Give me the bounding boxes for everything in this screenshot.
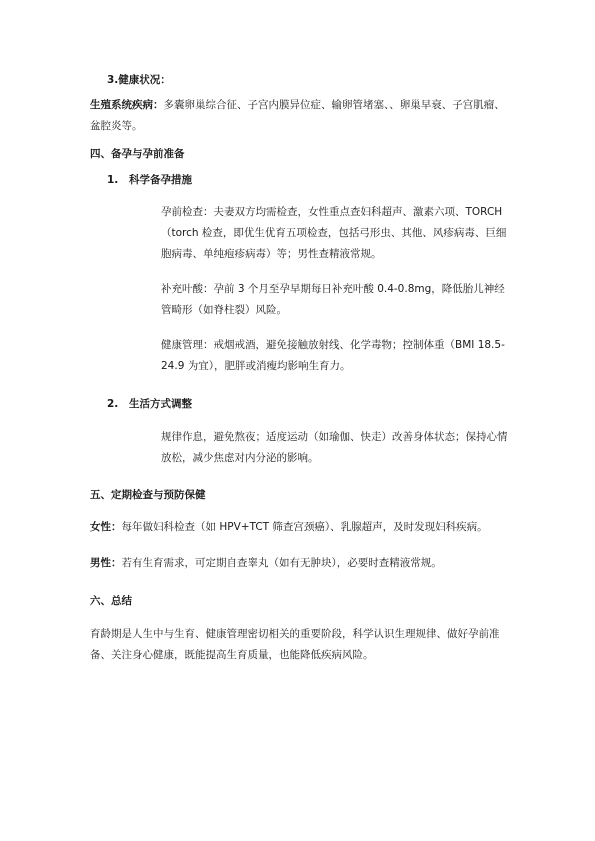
health-status-heading: 3.健康状况：: [107, 74, 171, 86]
health-management-paragraph: 健康管理：戒烟戒酒，避免接触放射线、化学毒物；控制体重（BMI 18.5-24.9 为宜），肥胖或消瘦均影响生育力。: [161, 339, 505, 372]
reproductive-diseases-text: 多囊卵巢综合征、子宫内膜异位症、输卵管堵塞、、卵巢早衰、子宫肌瘤、盆腔炎等。: [90, 99, 505, 132]
male-text: 若有生育需求，可定期自查睾丸（如有无肿块），必要时查精液常规。: [121, 557, 442, 569]
female-label: 女性：: [90, 521, 122, 533]
subsection-2-number: 2.: [107, 398, 119, 410]
male-checkup-paragraph: [90, 553, 520, 574]
subsection-1-number: 1.: [107, 174, 119, 186]
female-checkup-paragraph: [90, 517, 520, 538]
male-label: 男性：: [90, 557, 122, 569]
reproductive-diseases-label: 生殖系统疾病：: [90, 99, 164, 111]
subsection-1-title: 科学备孕措施: [129, 174, 192, 186]
lifestyle-paragraph: 规律作息，避免熬夜；适度运动（如瑜伽、快走）改善身体状态；保持心情放松，减少焦虑对内分泌的影响。: [161, 431, 508, 464]
section-6-heading: 六、总结: [90, 595, 132, 607]
section-5-heading: 五、定期检查与预防保健: [90, 489, 206, 501]
subsection-2-title: 生活方式调整: [129, 398, 192, 410]
pre-pregnancy-exam-paragraph: 孕前检查：夫妻双方均需检查，女性重点查妇科超声、激素六项、TORCH（torch 检查，即优生优育五项检查，包括弓形虫、其他、风疹病毒、巨细胞病毒、单纯疱疹病毒）等；男性查精液常规。: [161, 206, 507, 260]
reproductive-diseases-paragraph: [90, 95, 510, 137]
female-text: 每年做妇科检查（如 HPV+TCT 筛查宫颈癌）、乳腺超声，及时发现妇科疾病。: [121, 521, 488, 533]
section-4-heading: 四、备孕与孕前准备: [90, 148, 185, 160]
folic-acid-paragraph: 补充叶酸：孕前 3 个月至孕早期每日补充叶酸 0.4-0.8mg，降低胎儿神经管畸形（如脊柱裂）风险。: [161, 283, 505, 316]
summary-paragraph: 育龄期是人生中与生育、健康管理密切相关的重要阶段，科学认识生理规律、做好孕前准备、关注身心健康，既能提高生育质量，也能降低疾病风险。: [90, 628, 500, 661]
